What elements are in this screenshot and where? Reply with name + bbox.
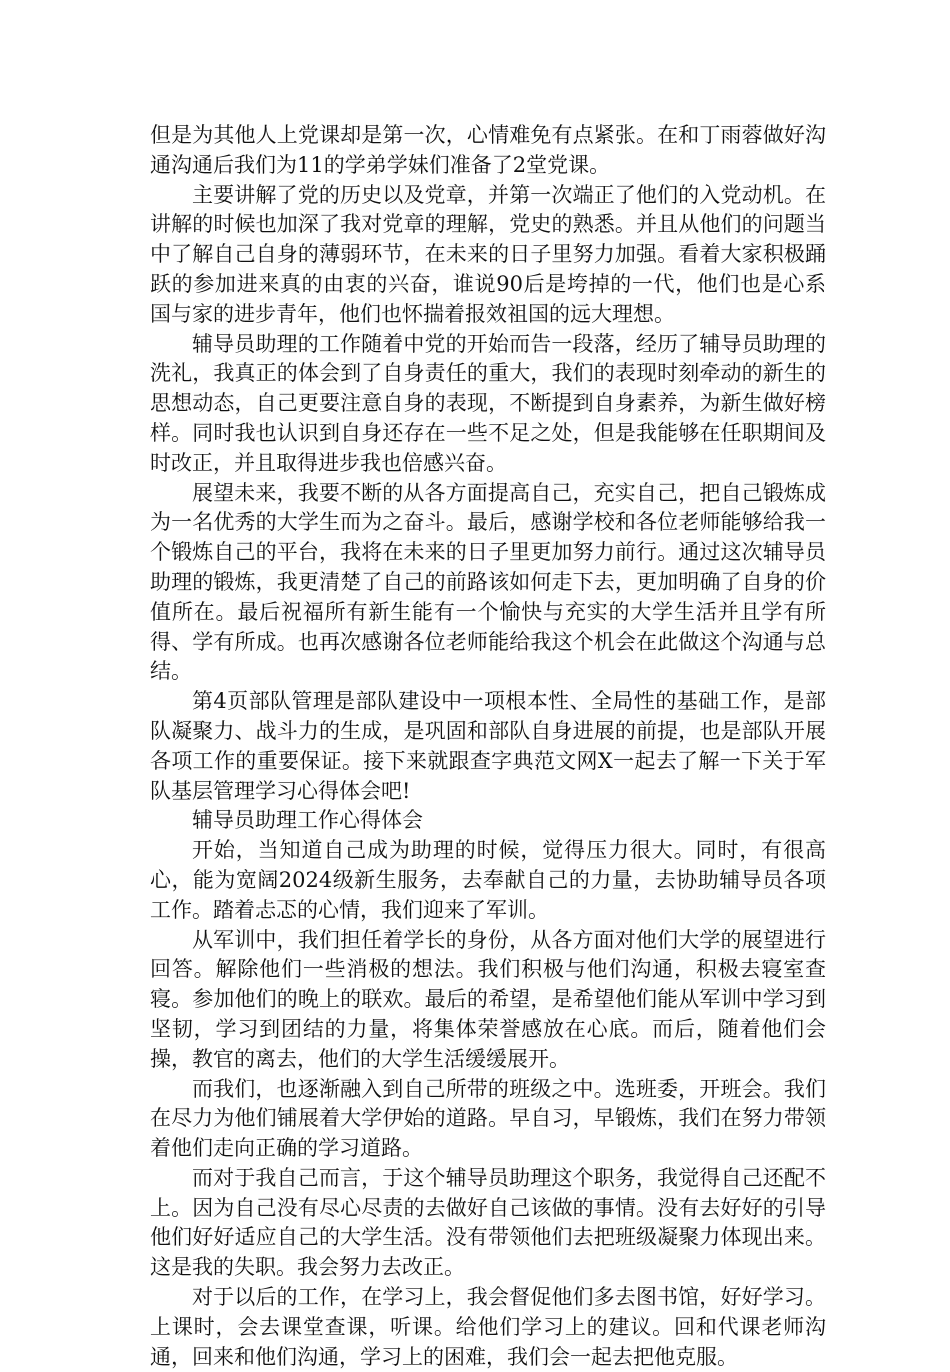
section-heading: 辅导员助理工作心得体会 (192, 808, 423, 833)
paragraph-6: 开始，当知道自己成为助理的时候，觉得压力很大。同时，有很高心，能为宽阔2024级新生服务，去奉献自己的力量，去协助辅导员各项工作。踏着忐忑的心情，我们迎来了军训。 (150, 838, 826, 922)
paragraph-3: 辅导员助理的工作随着中党的开始而告一段落，经历了辅导员助理的洗礼，我真正的体会到了自身责任的重大，我们的表现时刻牵动的新生的思想动态，自己更要注意自身的表现，不断提到自身素养，为新生做好榜样。同时我也认识到自身还存在一些不足之处，但是我能够在任职期间及时改正，并且取得进步我也倍感兴奋。 (150, 331, 826, 475)
paragraph-7: 从军训中，我们担任着学长的身份，从各方面对他们大学的展望进行回答。解除他们一些消极的想法。我们积极与他们沟通，积极去寝室查寝。参加他们的晚上的联欢。最后的希望，是希望他们能从军训中学习到坚韧，学习到团结的力量，将集体荣誉感放在心底。而后，随着他们会操，教官的离去，他们的大学生活缓缓展开。 (150, 927, 826, 1071)
document-body (150, 121, 826, 1372)
paragraph-2: 主要讲解了党的历史以及党章，并第一次端正了他们的入党动机。在讲解的时候也加深了我对党章的理解，党史的熟悉。并且从他们的问题当中了解自己自身的薄弱环节，在未来的日子里努力加强。看着大家积极踊跃的参加进来真的由衷的兴奋，谁说90后是垮掉的一代，他们也是心系国与家的进步青年，他们也怀揣着报效祖国的远大理想。 (150, 182, 826, 326)
paragraph-9: 而对于我自己而言，于这个辅导员助理这个职务，我觉得自己还配不上。因为自己没有尽心尽责的去做好自己该做的事情。没有去好好的引导他们好好适应自己的大学生活。没有带领他们去把班级凝聚力体现出来。这是我的失职。我会努力去改正。 (150, 1165, 826, 1280)
paragraph-1: 但是为其他人上党课却是第一次，心情难免有点紧张。在和丁雨蓉做好沟通沟通后我们为11的学弟学妹们准备了2堂党课。 (150, 123, 826, 177)
paragraph-5: 第4页部队管理是部队建设中一项根本性、全局性的基础工作，是部队凝聚力、战斗力的生成，是巩固和部队自身进展的前提，也是部队开展各项工作的重要保证。接下来就跟查字典范文网X一起去了解一下关于军队基层管理学习心得体会吧! (150, 689, 826, 803)
paragraph-4: 展望未来，我要不断的从各方面提高自己，充实自己，把自己锻炼成为一名优秀的大学生而为之奋斗。最后，感谢学校和各位老师能够给我一个锻炼自己的平台，我将在未来的日子里更加努力前行。通过这次辅导员助理的锻炼，我更清楚了自己的前路该如何走下去，更加明确了自身的价值所在。最后祝福所有新生能有一个愉快与充实的大学生活并且学有所得、学有所成。也再次感谢各位老师能给我这个机会在此做这个沟通与总结。 (150, 480, 826, 684)
paragraph-8: 而我们，也逐渐融入到自己所带的班级之中。选班委，开班会。我们在尽力为他们铺展着大学伊始的道路。早自习，早锻炼，我们在努力带领着他们走向正确的学习道路。 (150, 1076, 826, 1161)
paragraph-10: 对于以后的工作，在学习上，我会督促他们多去图书馆，好好学习。上课时，会去课堂查课，听课。给他们学习上的建议。回和代课老师沟通，回来和他们沟通，学习上的困难，我们会一起去把他克服。 (150, 1285, 826, 1369)
